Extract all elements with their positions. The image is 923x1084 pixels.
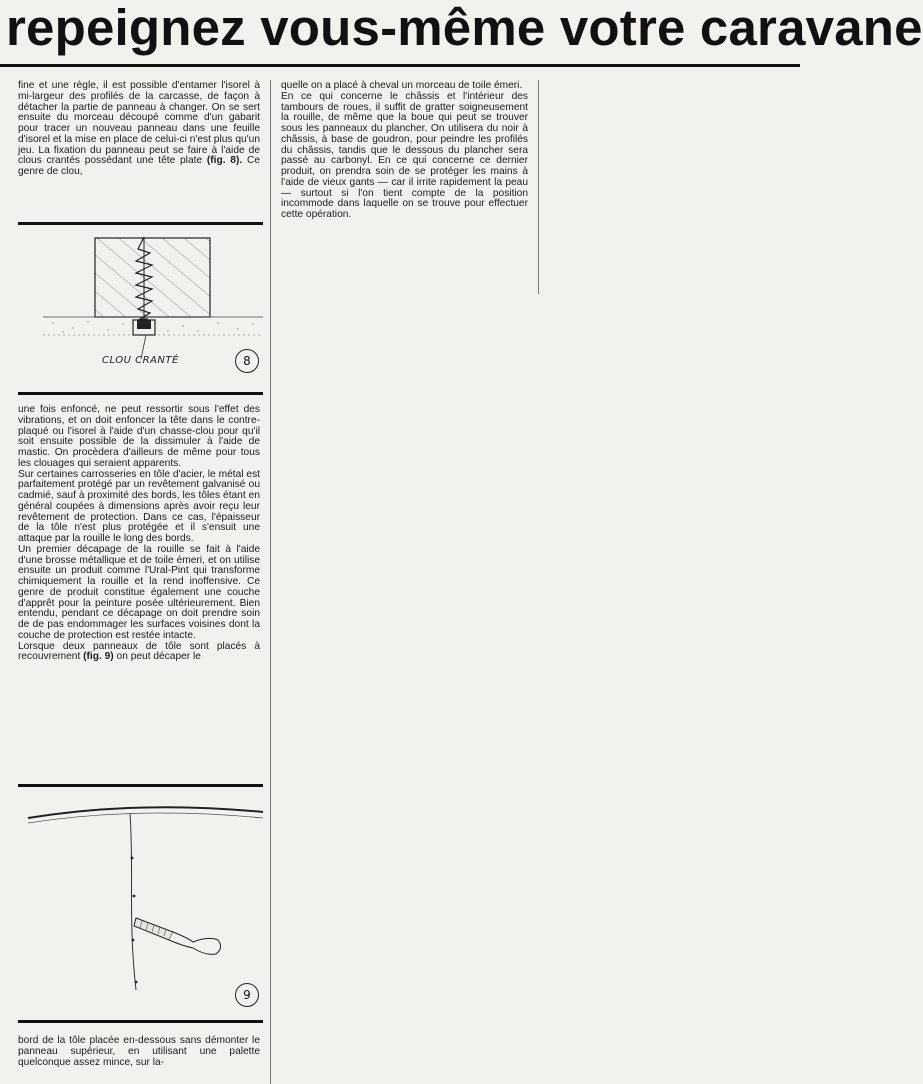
paragraph: quelle on a placé à cheval un morceau de toile émeri. xyxy=(281,80,523,91)
scraper-tool xyxy=(134,918,221,954)
col1-top-text xyxy=(18,81,260,178)
fig8-bottom-rule xyxy=(18,392,263,395)
col1-bottom-text xyxy=(18,1036,260,1068)
fig9-bottom-rule xyxy=(18,1020,263,1023)
page-title: repeignez vous-même votre caravane xyxy=(6,0,923,56)
fig8-caption: CLOU CRANTÉ xyxy=(102,355,179,366)
figure-9 xyxy=(18,784,263,1028)
fig8-number: 8 xyxy=(235,349,259,373)
col1-middle-text xyxy=(18,405,260,663)
nail-illustration xyxy=(18,227,263,397)
fig8-reference: (fig. 8). xyxy=(206,155,243,167)
paragraph: une fois enfoncé, ne peut ressortir sous l'effet des vibrations, et on doit enfoncer la tête dans le contre-plaqué ou l'isorel à l'aide d'un chasse-clou pour qu'il soit ensuite possible de la dissimuler à l'aide de mastic. On procèdera d'ailleurs de même pour tous les clouages qui seraient apparents. xyxy=(18,404,260,469)
col1-top-end: Ce genre de clou, xyxy=(18,155,260,177)
fig9-reference: (fig. 9) xyxy=(83,651,114,663)
col1-top-body: fine et une règle, il est possible d'entamer l'isorel à mi-largeur des profilés de la carcasse, de façon à détacher la partie de panneau à changer. On se sert ensuite du morceau découpé comme d'un gabarit pour tracer un nouveau panneau dans une feuille d'isorel et la mise en place de celui-ci n'est plus qu'un jeu. La fixation du panneau peut se faire à l'aide de clous crantés possédant une tête plate xyxy=(18,80,260,167)
fig8-top-rule xyxy=(18,222,263,225)
wood-block xyxy=(95,238,210,317)
figure-8 xyxy=(18,222,263,397)
paragraph: bord de la tôle placée en-dessous sans démonter le panneau supérieur, en utilisant une palette quelconque assez mince, sur la- xyxy=(18,1035,260,1068)
panel-overlap-illustration xyxy=(18,790,263,1022)
fig9-top-rule xyxy=(18,784,263,787)
paragraph: Lorsque deux panneaux de tôle sont placés à recouvrement xyxy=(18,640,260,663)
paragraph: Sur certaines carrosseries en tôle d'acier, le métal est parfaitement protégé par un revêtement galvanisé ou cadmié, sauf à proximité des bords, les tôles étant en général coupées à dimensions après avoir reçu leur revêtement de protection. Dans ce cas, l'épaisseur de la tôle n'est plus protégée et il s'ensuit une attaque par la rouille le long des bords. xyxy=(18,468,260,544)
fig9-number: 9 xyxy=(235,983,259,1007)
paragraph-end: on peut décaper le xyxy=(113,651,201,663)
column-separator xyxy=(270,80,271,1084)
paragraph: En ce qui concerne le châssis et l'intérieur des tambours de roues, il suffit de gratter soigneusement la rouille, de même que la boue qui peut se trouver sous les panneaux du plancher. On utilisera du noir à châssis, à base de goudron, pour peindre les profilés du châssis, tandis que le dessous du plancher sera passé au carbonyl. En ce qui concerne ce dernier produit, on prendra soin de se protéger les mains à l'aide de vieux gants — car il irrite rapidement la peau — surtout si l'on tient compte de la position incommode dans laquelle on se trouve pour effectuer cette opération. xyxy=(281,90,528,220)
title-rule xyxy=(0,64,800,67)
paragraph: Un premier décapage de la rouille se fait à l'aide d'une brosse métallique et de toile émeri, et on utilise ensuite un produit comme l'Ural-Pint qui transforme chimiquement la rouille et la rend inoffensive. Ce genre de produit constitue également une couche d'apprêt pour la peinture posée ultérieurement. Bien entendu, pendant ce décapage on doit prendre soin de de pas endommager les surfaces voisines dont la couche de protection est restée intacte. xyxy=(18,543,260,641)
column-separator xyxy=(538,80,539,294)
col2-text xyxy=(281,81,528,221)
